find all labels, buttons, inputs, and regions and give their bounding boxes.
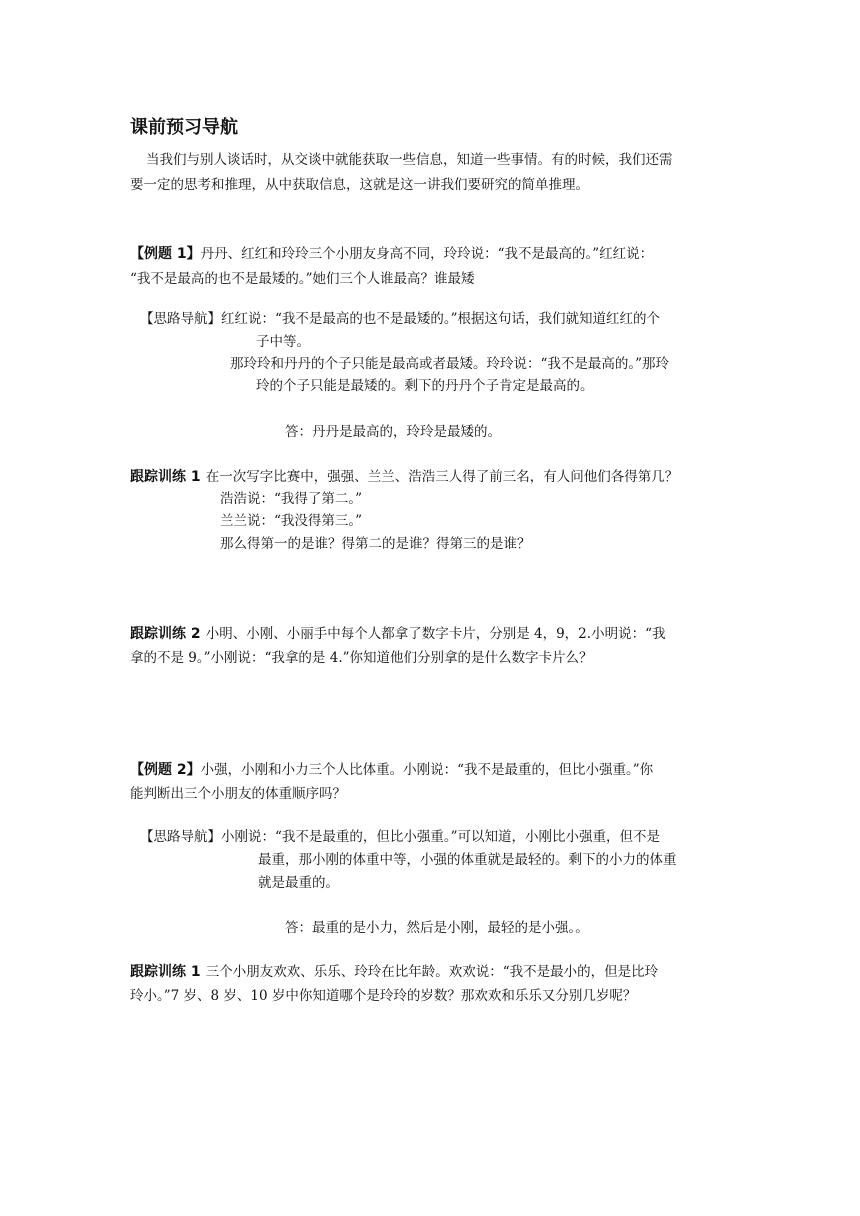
hint-label: 【思路导航】: [140, 311, 221, 327]
hint-text: 那玲玲和丹丹的个子只能是最高或者最矮。玲玲说：“我不是最高的。”那玲: [230, 356, 670, 372]
intro-paragraph-line: 当我们与别人谈话时，从交谈中就能获取一些信息，知道一些事情。有的时候，我们还需: [146, 152, 673, 168]
question-text: 小强，小刚和小力三个人比体重。小刚说：“我不是最重的，但比小强重。”你: [200, 762, 654, 778]
example-label: 【例题 2】: [130, 762, 201, 778]
question-text: 在一次写字比赛中，强强、兰兰、浩浩三人得了前三名，有人问他们各得第几？: [205, 469, 679, 485]
hint-text: 最重，那小刚的体重中等，小强的体重就是最轻的。剩下的小力的体重: [258, 852, 677, 868]
question-text: 小明、小刚、小丽手中每个人都拿了数字卡片，分别是 4，9，2.小明说：“我: [205, 626, 666, 642]
hint-text: 玲的个子只能是最矮的。剩下的丹丹个子肯定是最高的。: [256, 378, 594, 394]
intro-paragraph-line: 要一定的思考和推理，从中获取信息，这就是这一讲我们要研究的简单推理。: [130, 177, 589, 193]
training-1-question: [130, 465, 678, 489]
question-text: 丹丹、红红和玲玲三个小朋友身高不同，玲玲说：“我不是最高的。”红红说：: [200, 246, 654, 262]
example-label: 【例题 1】: [130, 246, 201, 262]
training-label: 跟踪训练 2: [130, 626, 201, 642]
training-2-question: [130, 622, 665, 646]
question-text: 能判断出三个小朋友的体重顺序吗？: [130, 786, 346, 802]
training-label: 跟踪训练 1: [130, 964, 201, 980]
training-label: 跟踪训练 1: [130, 469, 201, 485]
question-text: 玲小。”7 岁、8 岁、10 岁中你知道哪个是玲玲的岁数？那欢欢和乐乐又分别几岁呢？: [130, 988, 637, 1004]
hint-text: 小刚说：“我不是最重的，但比小强重。”可以知道，小刚比小强重，但不是: [221, 829, 661, 845]
question-text: 浩浩说：“我得了第二。”: [220, 491, 363, 507]
hint-text: 就是最重的。: [258, 875, 339, 891]
hint-text: 子中等。: [256, 334, 310, 350]
training-3-question: [130, 960, 658, 984]
question-text: 拿的不是 9。”小刚说：“我拿的是 4.”你知道他们分别拿的是什么数字卡片么？: [130, 650, 593, 666]
question-text: “我不是最高的也不是最矮的。”她们三个人谁最高？谁最矮: [130, 271, 475, 287]
question-text: 那么得第一的是谁？得第二的是谁？得第三的是谁？: [220, 536, 531, 552]
example-1-question: [130, 242, 653, 266]
hint-block: [140, 307, 660, 331]
hint-text: 红红说：“我不是最高的也不是最矮的。”根据这句话，我们就知道红红的个: [221, 311, 661, 327]
example-2-question: [130, 758, 653, 782]
answer-text: 答：丹丹是最高的，玲玲是最矮的。: [285, 424, 501, 440]
question-text: 兰兰说：“我没得第三。”: [220, 513, 363, 529]
hint-block: [140, 825, 660, 849]
answer-text: 答：最重的是小力，然后是小刚，最轻的是小强。。: [285, 920, 589, 936]
section-title: 课前预习导航: [130, 117, 238, 138]
hint-label: 【思路导航】: [140, 829, 221, 845]
question-text: 三个小朋友欢欢、乐乐、玲玲在比年龄。欢欢说：“我不是最小的，但是比玲: [205, 964, 659, 980]
